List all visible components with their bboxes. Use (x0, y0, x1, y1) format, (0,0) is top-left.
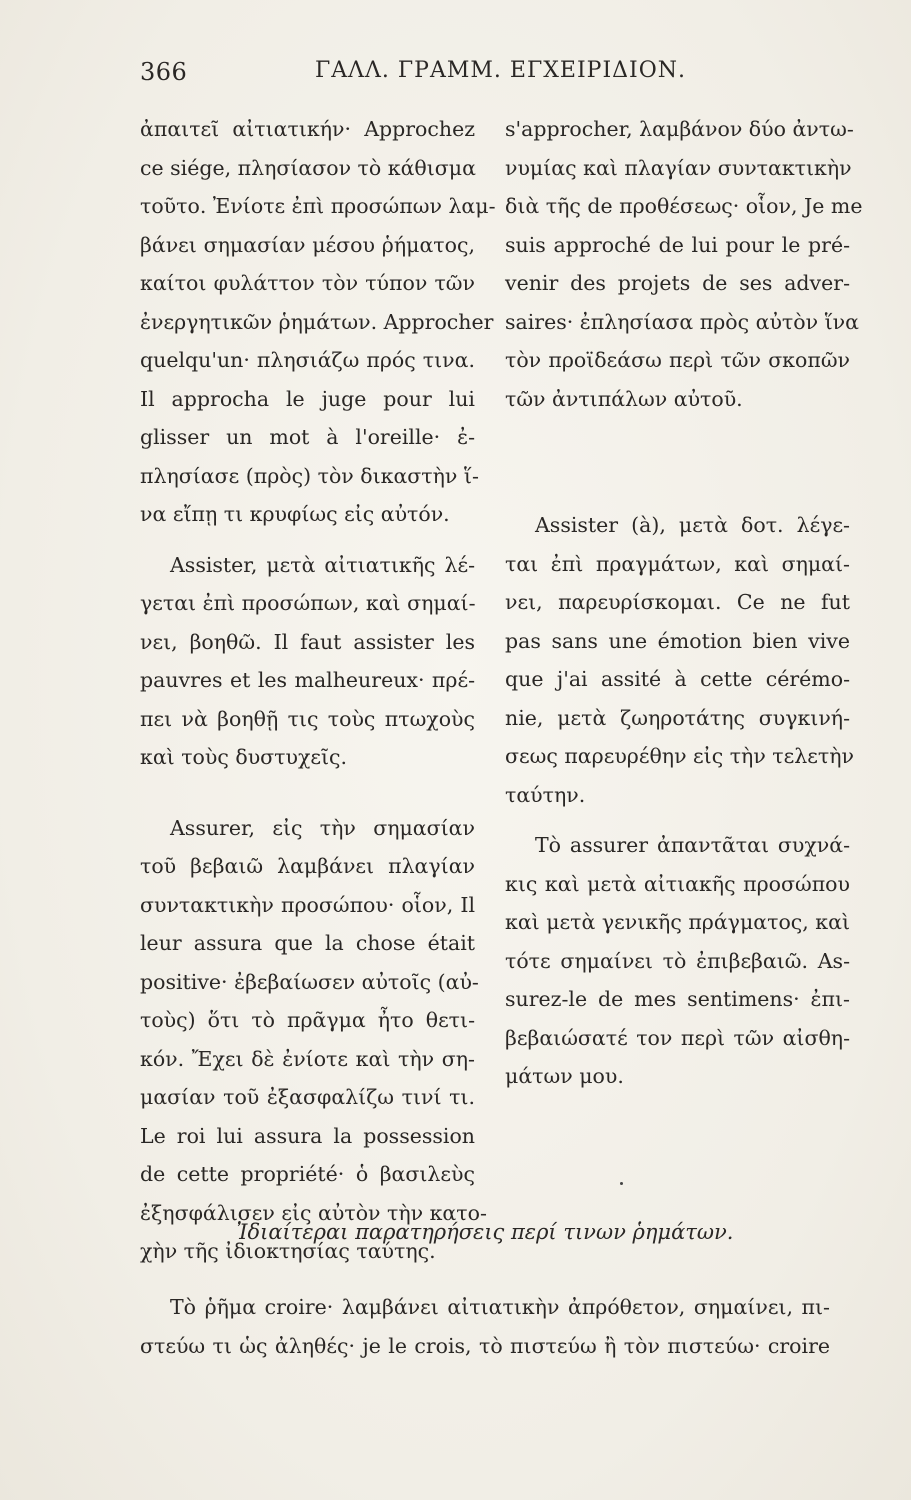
text-line: Τὸ ῥῆμα croire· λαμβάνει αἰτιατικὴν ἀπρόθετον, σημαίνει, πι- (170, 1295, 830, 1319)
text-line: Il approcha le juge pour lui (140, 386, 475, 411)
text-line: συντακτικὴν προσώπου· οἷον, Il (140, 892, 475, 917)
text-line: τῶν ἀντιπάλων αὐτοῦ. (505, 386, 743, 411)
right-column (505, 110, 863, 1096)
text-line: Assurer, εἰς τὴν σημασίαν (170, 815, 475, 840)
running-head: ΓΑΛΛ. ΓΡΑΜΜ. ΕΓΧΕΙΡΙΔΙΟΝ. (315, 58, 686, 83)
text-line: leur assura que la chose était (140, 931, 475, 955)
text-line: s'approcher, λαμβάνον δύο ἀντω- (505, 117, 854, 141)
text-line: πλησίασε (πρὸς) τὸν δικαστὴν ἵ- (140, 463, 479, 488)
page-number: 366 (140, 58, 188, 86)
text-line: στεύω τι ὡς ἀληθές· je le crois, τὸ πιστεύω ἢ τὸν πιστεύω· croire (140, 1333, 830, 1358)
text-line: γεται ἐπὶ προσώπων, καὶ σημαί- (140, 591, 476, 615)
text-line: ce siége, πλησίασον τὸ κάθισμα (140, 155, 476, 180)
text-line: Assister, μετὰ αἰτιατικῆς λέ- (170, 552, 475, 577)
text-line: διὰ τῆς de προθέσεως· οἷον, Je me (505, 194, 863, 218)
text-line: πει νὰ βοηθῇ τις τοὺς πτωχοὺς (140, 706, 475, 731)
text-line: καὶ τοὺς δυστυχεῖς. (140, 745, 348, 769)
text-line: μάτων μου. (505, 1064, 624, 1088)
text-line: Τὸ assurer ἀπαντᾶται συχνά- (535, 833, 850, 857)
text-line: positive· ἐβεβαίωσεν αὐτοῖς (αὐ- (140, 969, 479, 994)
text-line: χὴν τῆς ἰδιοκτησίας ταύτης. (140, 1239, 436, 1263)
text-line: τὸν προϊδεάσω περὶ τῶν σκοπῶν (505, 348, 850, 372)
text-line: να εἴπῃ τι κρυφίως εἰς αὐτόν. (140, 502, 450, 526)
text-line: ἐξησφάλισεν εἰς αὐτὸν τὴν κατο- (140, 1200, 487, 1225)
text-line: τοῦ βεβαιῶ λαμβάνει πλαγίαν (140, 854, 475, 878)
text-line: βεβαιώσατέ τον περὶ τῶν αἰσθη- (505, 1025, 850, 1050)
text-line: νει, βοηθῶ. Il faut assister les (140, 629, 475, 654)
text-line: saires· ἐπλησίασα πρὸς αὐτὸν ἵνα (505, 309, 859, 334)
text-line: ταύτην. (505, 782, 586, 807)
text-line: καίτοι φυλάττον τὸν τύπον τῶν (140, 271, 475, 295)
text-line: ται ἐπὶ πραγμάτων, καὶ σημαί- (505, 551, 850, 576)
text-line: νυμίας καὶ πλαγίαν συντακτικὴν (505, 155, 852, 180)
text-line: μασίαν τοῦ ἐξασφαλίζω τινί τι. (140, 1085, 475, 1109)
text-line: τοῦτο. Ἐνίοτε ἐπὶ προσώπων λαμ- (140, 194, 496, 218)
text-line: pauvres et les malheureux· πρέ- (140, 668, 475, 692)
text-line: σεως παρευρέθην εἰς τὴν τελετὴν (505, 744, 854, 768)
text-line: quelqu'un· πλησιάζω πρός τινα. (140, 348, 475, 372)
text-line: pas sans une émotion bien vive (505, 628, 850, 653)
text-line: τοὺς) ὅτι τὸ πρᾶγμα ἦτο θετι- (140, 1008, 475, 1032)
text-line: βάνει σημασίαν μέσου ῥήματος, (140, 232, 475, 257)
text-line: que j'ai assité à cette cérémo- (505, 667, 850, 691)
text-line: κόν. Ἔχει δὲ ἐνίοτε καὶ τὴν ση- (140, 1046, 475, 1071)
text-line: venir des projets de ses adver- (505, 271, 850, 295)
text-line: ἀπαιτεῖ αἰτιατικήν· Approchez (140, 117, 475, 141)
text-line: suis approché de lui pour le pré- (505, 232, 850, 257)
text-line: de cette propriété· ὁ βασιλεὺς (140, 1162, 475, 1186)
text-line: νει, παρευρίσκομαι. Ce ne fut (505, 590, 850, 614)
section-heading: Ἰδιαίτεραι παρατηρήσεις περί τινων ῥημάτων. (236, 1220, 734, 1244)
text-line: nie, μετὰ ζωηροτάτης συγκινή- (505, 705, 850, 730)
text-line: ἐνεργητικῶν ῥημάτων. Approcher (140, 309, 494, 334)
text-line: τότε σημαίνει τὸ ἐπιβεβαιῶ. As- (505, 948, 850, 973)
text-line: Assister (à), μετὰ δοτ. λέγε- (535, 513, 850, 537)
text-line: surez-le de mes sentimens· ἐπι- (505, 987, 850, 1011)
page-header (140, 58, 830, 98)
text-line: κις καὶ μετὰ αἰτιακῆς προσώπου (505, 871, 850, 896)
stray-mark (620, 1182, 623, 1185)
text-line: glisser un mot à l'oreille· ἐ- (140, 425, 475, 449)
text-line: Le roi lui assura la possession (140, 1123, 475, 1148)
text-line: καὶ μετὰ γενικῆς πράγματος, καὶ (505, 910, 850, 934)
bottom-paragraph (140, 1288, 830, 1365)
